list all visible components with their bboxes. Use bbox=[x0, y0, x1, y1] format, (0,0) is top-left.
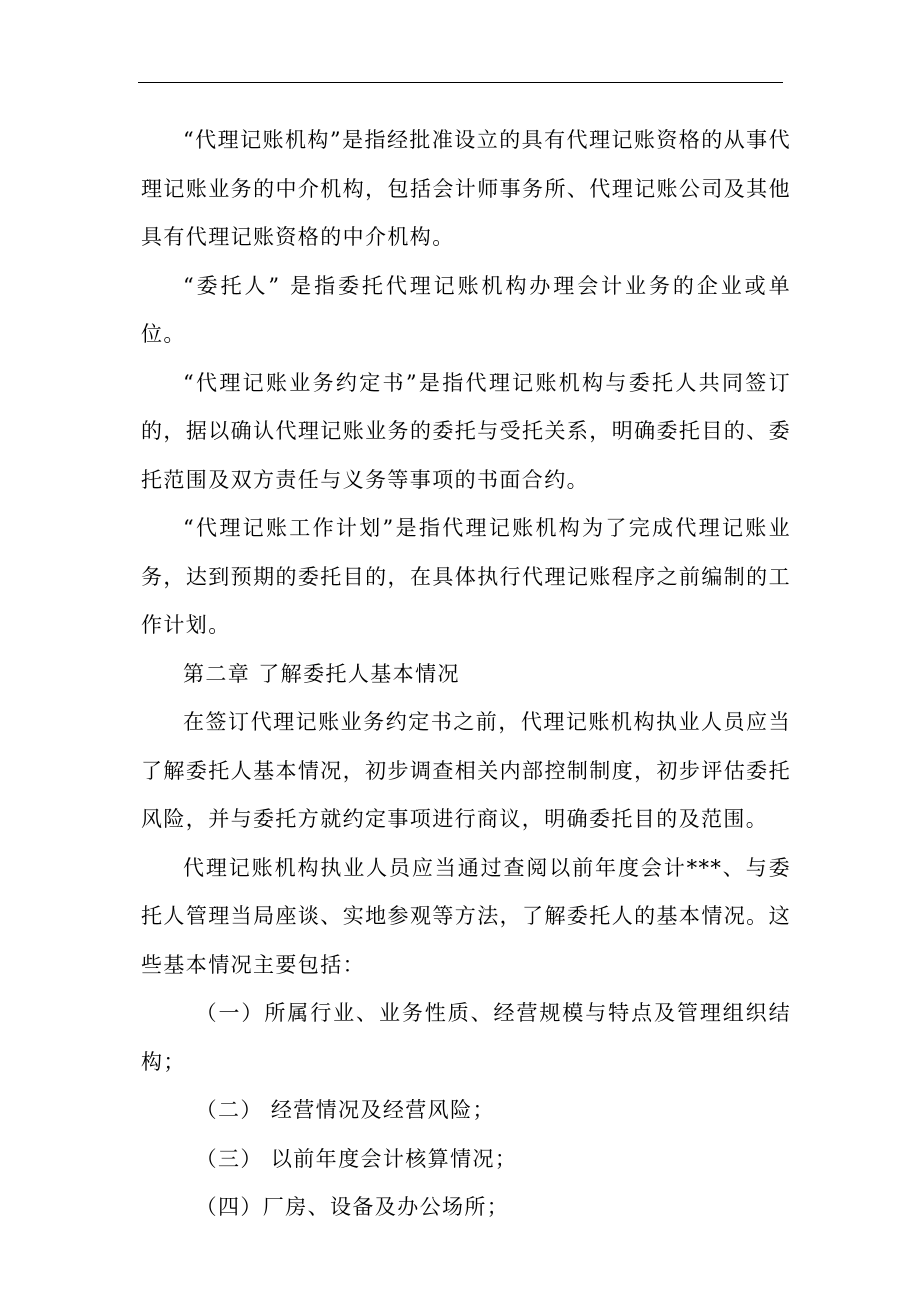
chapter-paragraph-before-signing: 在签订代理记账业务约定书之前，代理记账机构执业人员应当了解委托人基本情况，初步调查相关内部控制制度，初步评估委托风险，并与委托方就约定事项进行商议，明确委托目的及范围。 bbox=[141, 710, 791, 831]
chapter-paragraph-methods: 代理记账机构执业人员应当通过查阅以前年度会计***、与委托人管理当局座谈、实地参观等方法，了解委托人的基本情况。这些基本情况主要包括： bbox=[141, 855, 791, 977]
list-item-operations: （二） 经营情况及经营风险； bbox=[195, 1098, 495, 1122]
definition-paragraph-client: “委托人” 是指委托代理记账机构办理会计业务的企业或单位。 bbox=[141, 273, 791, 346]
list-item-facilities: （四）厂房、设备及办公场所； bbox=[195, 1195, 510, 1219]
definition-paragraph-agreement: “代理记账业务约定书”是指代理记账机构与委托人共同签订的，据以确认代理记账业务的委托与受托关系，明确委托目的、委托范围及双方责任与义务等事项的书面合约。 bbox=[141, 370, 791, 492]
definition-paragraph-work-plan: “代理记账工作计划”是指代理记账机构为了完成代理记账业务，达到预期的委托目的，在具体执行代理记账程序之前编制的工作计划。 bbox=[141, 516, 791, 637]
chapter-heading: 第二章 了解委托人基本情况 bbox=[183, 661, 460, 686]
list-item-industry: （一）所属行业、业务性质、经营规模与特点及管理组织结构； bbox=[141, 1001, 791, 1074]
definition-paragraph-agency: “代理记账机构”是指经批准设立的具有代理记账资格的从事代理记账业务的中介机构，包括会计师事务所、代理记账公司及其他具有代理记账资格的中介机构。 bbox=[141, 128, 791, 249]
document-body bbox=[141, 116, 791, 1232]
header-rule bbox=[138, 82, 783, 83]
list-item-accounting: （三） 以前年度会计核算情况； bbox=[195, 1146, 518, 1171]
